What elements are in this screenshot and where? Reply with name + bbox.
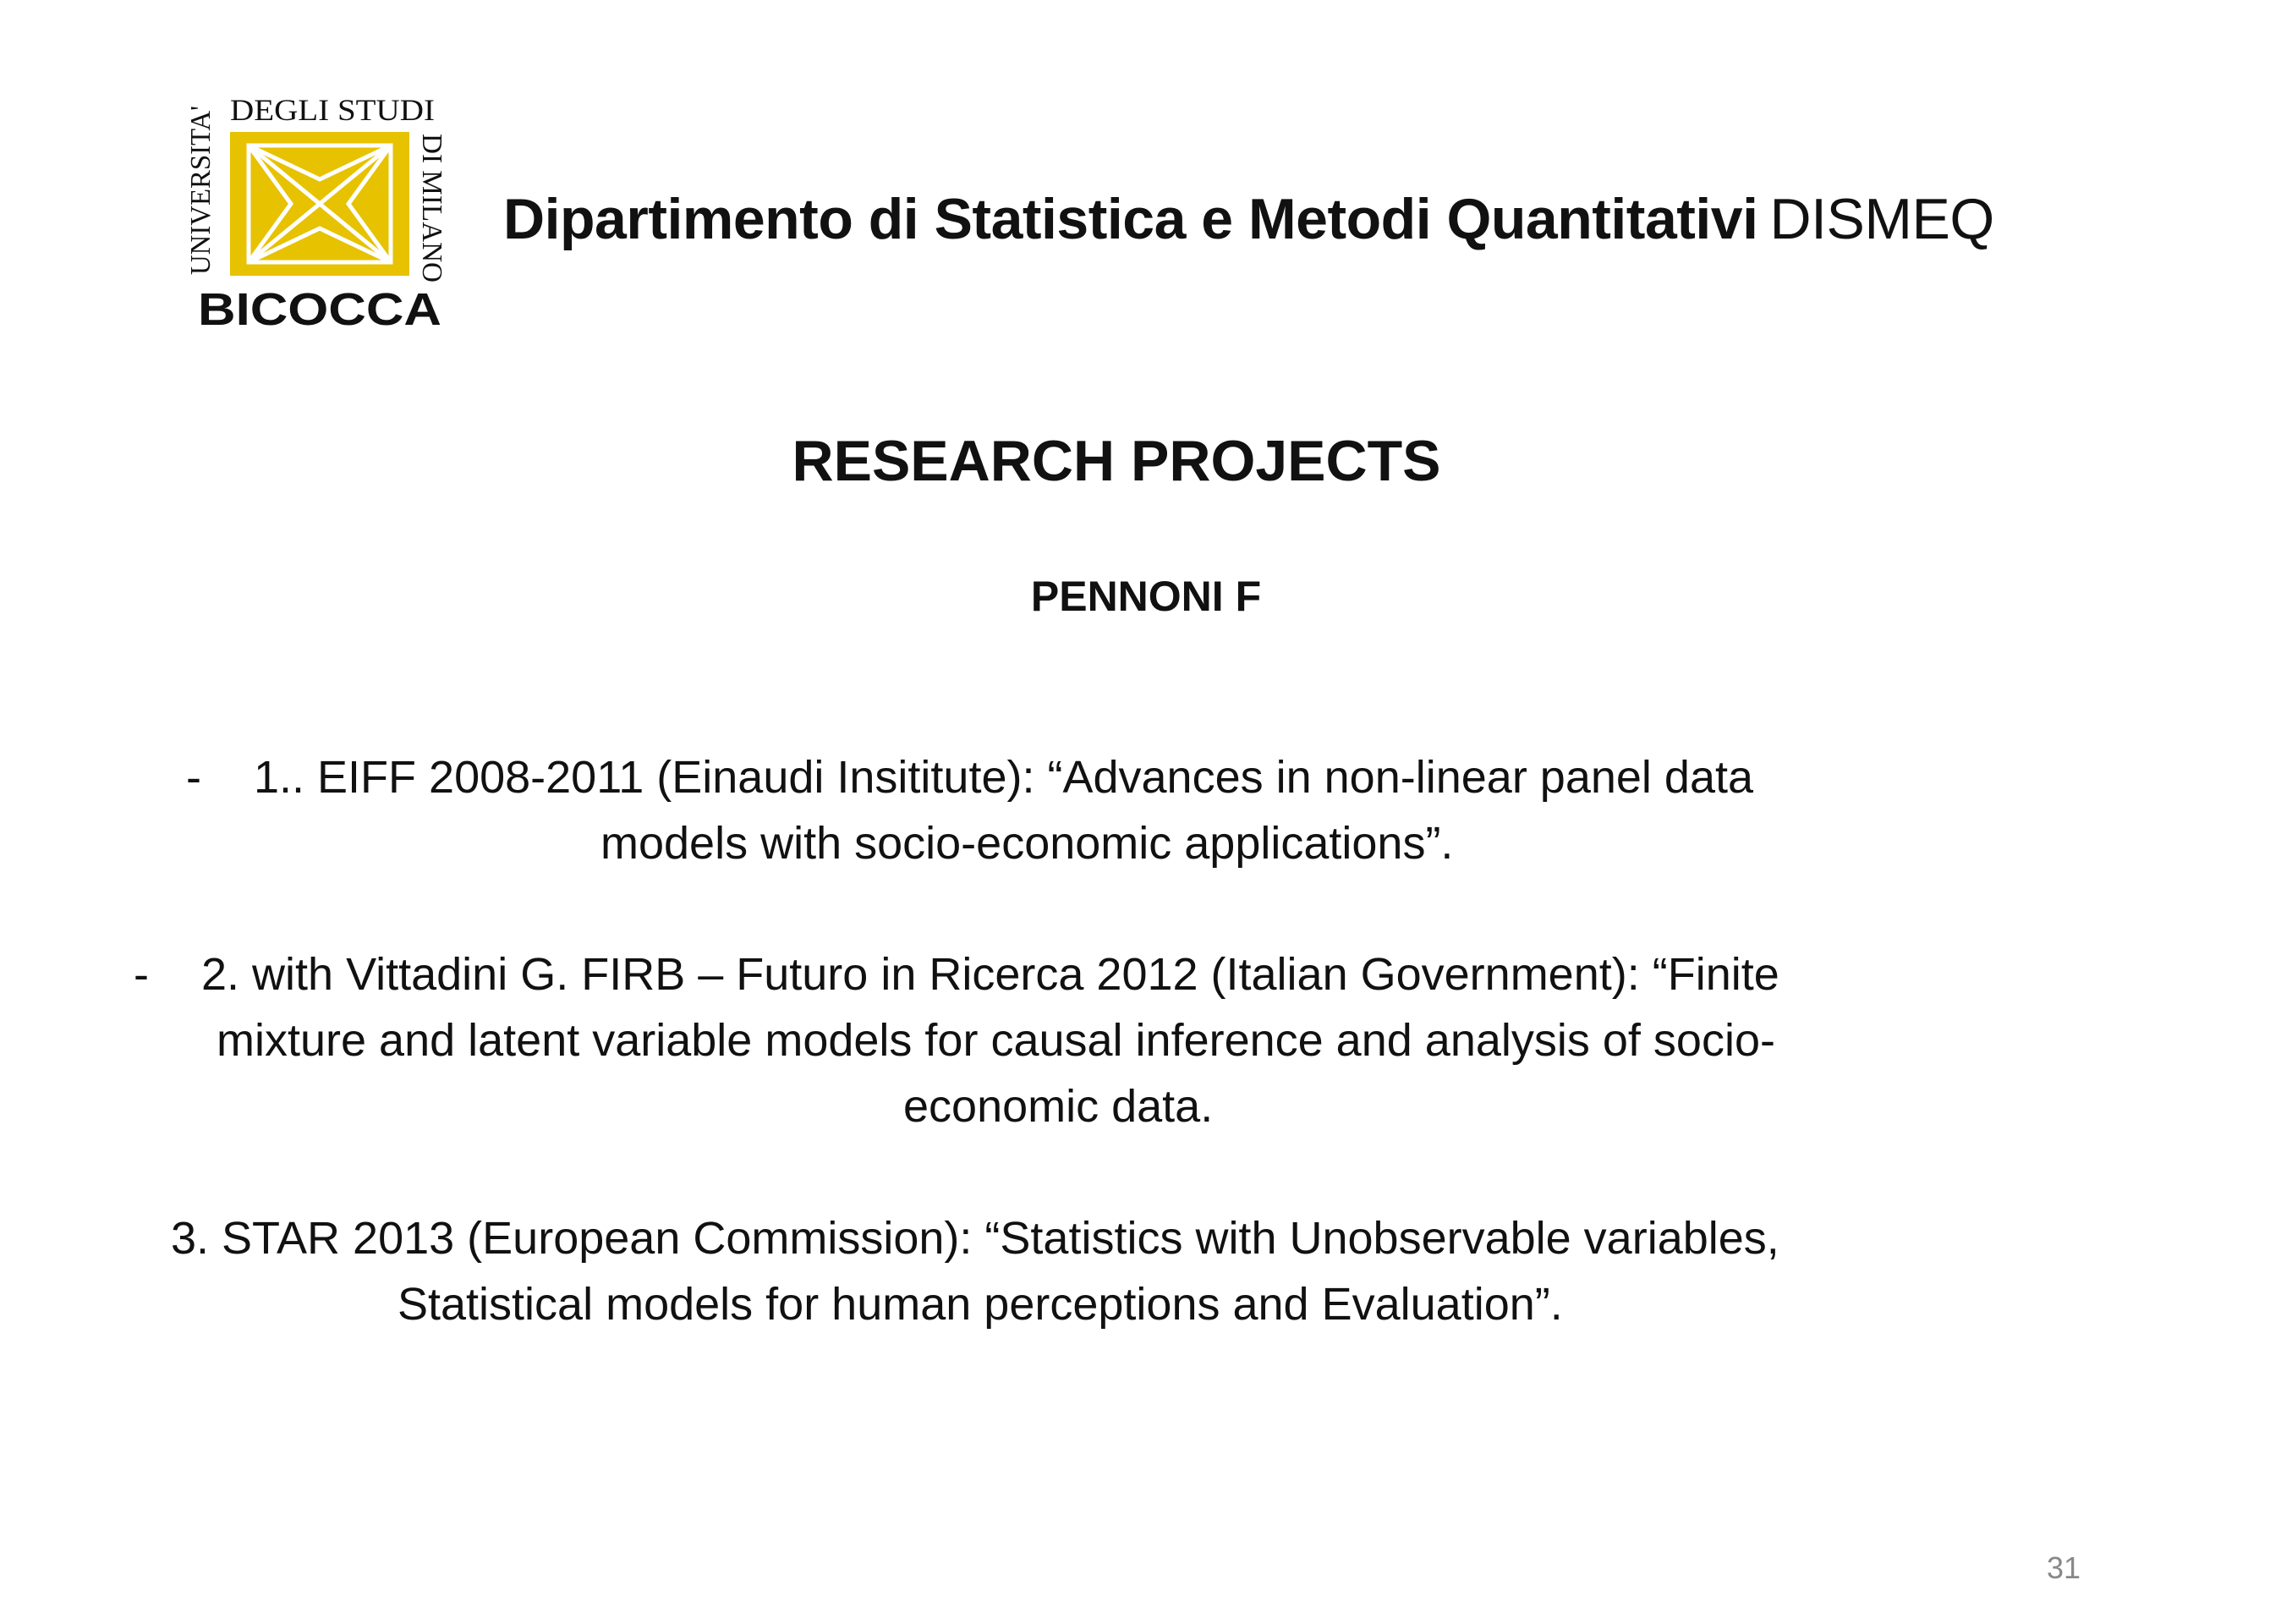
section-title: RESEARCH PROJECTS [792, 429, 1441, 493]
project-1-bullet: - [186, 752, 201, 803]
department-acronym: DISMEQ [1769, 187, 1994, 251]
logo-bottom-text: BICOCCA [198, 284, 441, 335]
project-3-line-2: Statistical models for human perceptions and Evaluation”. [398, 1279, 1563, 1330]
author-name: PENNONI F [1030, 573, 1262, 620]
project-1-line-2: models with socio-economic applications”. [600, 818, 1454, 869]
department-title-main: Dipartimento di Statistica e Metodi Quantitativi [503, 187, 1758, 251]
project-2-bullet: - [134, 949, 149, 1000]
department-title [503, 181, 1994, 257]
logo-top-text: DEGLI STUDI [230, 93, 435, 127]
project-2-line-3: economic data. [903, 1081, 1214, 1132]
project-1-line-1: 1.. EIFF 2008-2011 (Einaudi Insititute): “Advances in non-linear panel data [254, 752, 1754, 803]
logo-left-text: UNIVERSITA' [185, 99, 217, 275]
page-number: 31 [2046, 1550, 2081, 1585]
project-2-line-2: mixture and latent variable models for causal inference and analysis of socio- [217, 1015, 1775, 1066]
logo-right-text: DI MILANO [416, 134, 447, 287]
university-emblem-icon [185, 93, 447, 335]
project-3-line-1: 3. STAR 2013 (European Commission): “Statistics with Unobservable variables, [171, 1213, 1779, 1264]
project-2-line-1: 2. with Vittadini G. FIRB – Futuro in Ricerca 2012 (Italian Government): “Finite [201, 949, 1779, 1000]
